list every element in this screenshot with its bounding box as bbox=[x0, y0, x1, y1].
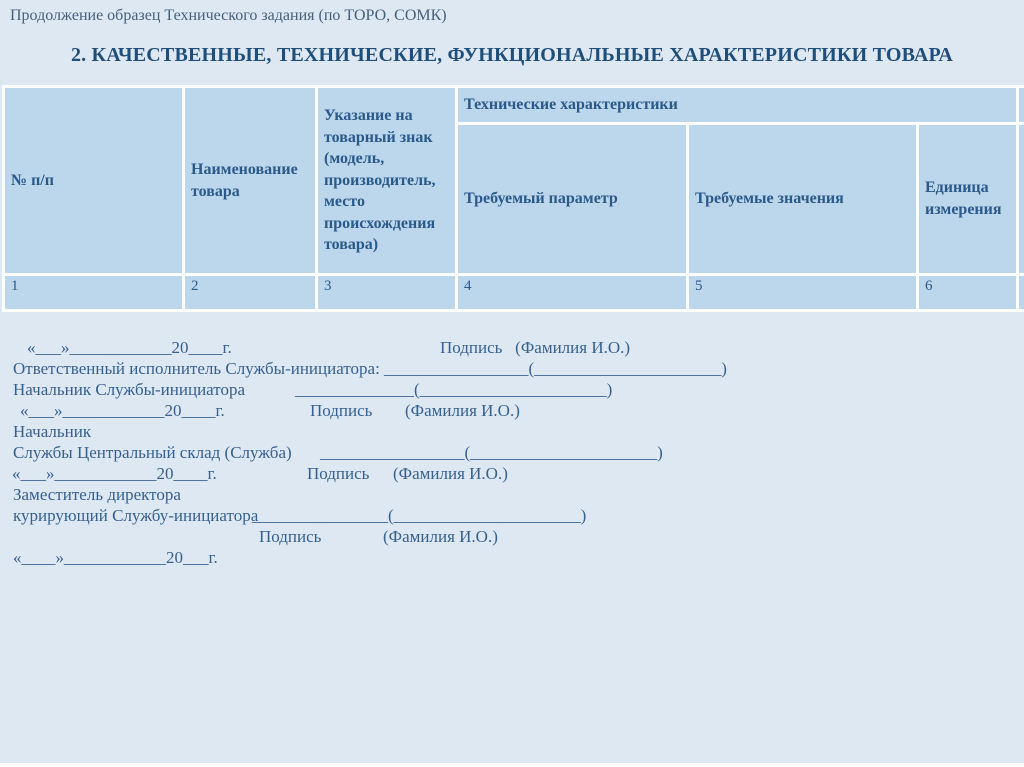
signature-text: (Фамилия И.О.) bbox=[405, 401, 520, 420]
signature-line bbox=[0, 358, 1024, 379]
signature-text: ________________(______________________) bbox=[252, 506, 587, 525]
header-cell-required-values: Требуемые значения bbox=[688, 124, 918, 275]
column-index-row bbox=[4, 275, 1024, 311]
signature-block bbox=[0, 337, 1024, 568]
signature-line bbox=[0, 442, 1024, 463]
signature-text: Ответственный исполнитель Службы-инициатора: _________________(______________________) bbox=[13, 359, 727, 378]
index-cell: 3 bbox=[317, 275, 457, 311]
signature-text: ______________(______________________) bbox=[295, 380, 613, 399]
slide-bottom-edge bbox=[0, 763, 1024, 767]
index-cell: 2 bbox=[184, 275, 317, 311]
signature-text: Подпись (Фамилия И.О.) bbox=[440, 338, 631, 357]
header-cell-required-param: Требуемый параметр bbox=[457, 124, 688, 275]
signature-line bbox=[0, 547, 1024, 568]
signature-line bbox=[0, 400, 1024, 421]
index-cell: 5 bbox=[688, 275, 918, 311]
index-cell: 4 bbox=[457, 275, 688, 311]
signature-line bbox=[0, 526, 1024, 547]
signature-text: Начальник Службы-инициатора bbox=[13, 380, 246, 399]
signature-text: _________________(______________________) bbox=[320, 443, 663, 462]
spec-table bbox=[2, 85, 1024, 312]
slide-subtitle: Продолжение образец Технического задания (по ТОРО, СОМК) bbox=[10, 7, 447, 24]
signature-line bbox=[0, 463, 1024, 484]
signature-text: курирующий Службу-инициатора bbox=[13, 506, 259, 525]
header-cell-name: Наименование товара bbox=[184, 87, 317, 275]
signature-line bbox=[0, 337, 1024, 358]
signature-line bbox=[0, 505, 1024, 526]
signature-text: «___»____________20____г. bbox=[27, 338, 232, 357]
signature-text: Начальник bbox=[13, 422, 92, 441]
page-title: 2. КАЧЕСТВЕННЫЕ, ТЕХНИЧЕСКИЕ, ФУНКЦИОНАЛЬНЫЕ ХАРАКТЕРИСТИКИ ТОВАРА bbox=[70, 44, 954, 66]
signature-text: Подпись bbox=[310, 401, 373, 420]
signature-text: Службы Центральный склад (Служба) bbox=[13, 443, 292, 462]
index-cell-edge bbox=[1018, 275, 1024, 311]
header-cell-tech-group: Технические характеристики bbox=[457, 87, 1018, 124]
header-cell-edge bbox=[1018, 87, 1024, 124]
index-cell: 1 bbox=[4, 275, 184, 311]
signature-text: Подпись bbox=[307, 464, 370, 483]
signature-text: (Фамилия И.О.) bbox=[383, 527, 498, 546]
header-cell-unit: Единица измерения bbox=[918, 124, 1018, 275]
signature-text: Заместитель директора bbox=[13, 485, 181, 504]
signature-line bbox=[0, 421, 1024, 442]
signature-text: «___»____________20____г. bbox=[20, 401, 225, 420]
header-cell-num: № п/п bbox=[4, 87, 184, 275]
signature-text: «___»____________20____г. bbox=[12, 464, 217, 483]
signature-text: «____»____________20___г. bbox=[13, 548, 218, 567]
header-cell-trademark: Указание на товарный знак (модель, производитель, место происхождения товара) bbox=[317, 87, 457, 275]
header-cell-edge bbox=[1018, 124, 1024, 275]
signature-line bbox=[0, 379, 1024, 400]
signature-text: (Фамилия И.О.) bbox=[393, 464, 508, 483]
signature-line bbox=[0, 484, 1024, 505]
signature-text: Подпись bbox=[259, 527, 322, 546]
index-cell: 6 bbox=[918, 275, 1018, 311]
